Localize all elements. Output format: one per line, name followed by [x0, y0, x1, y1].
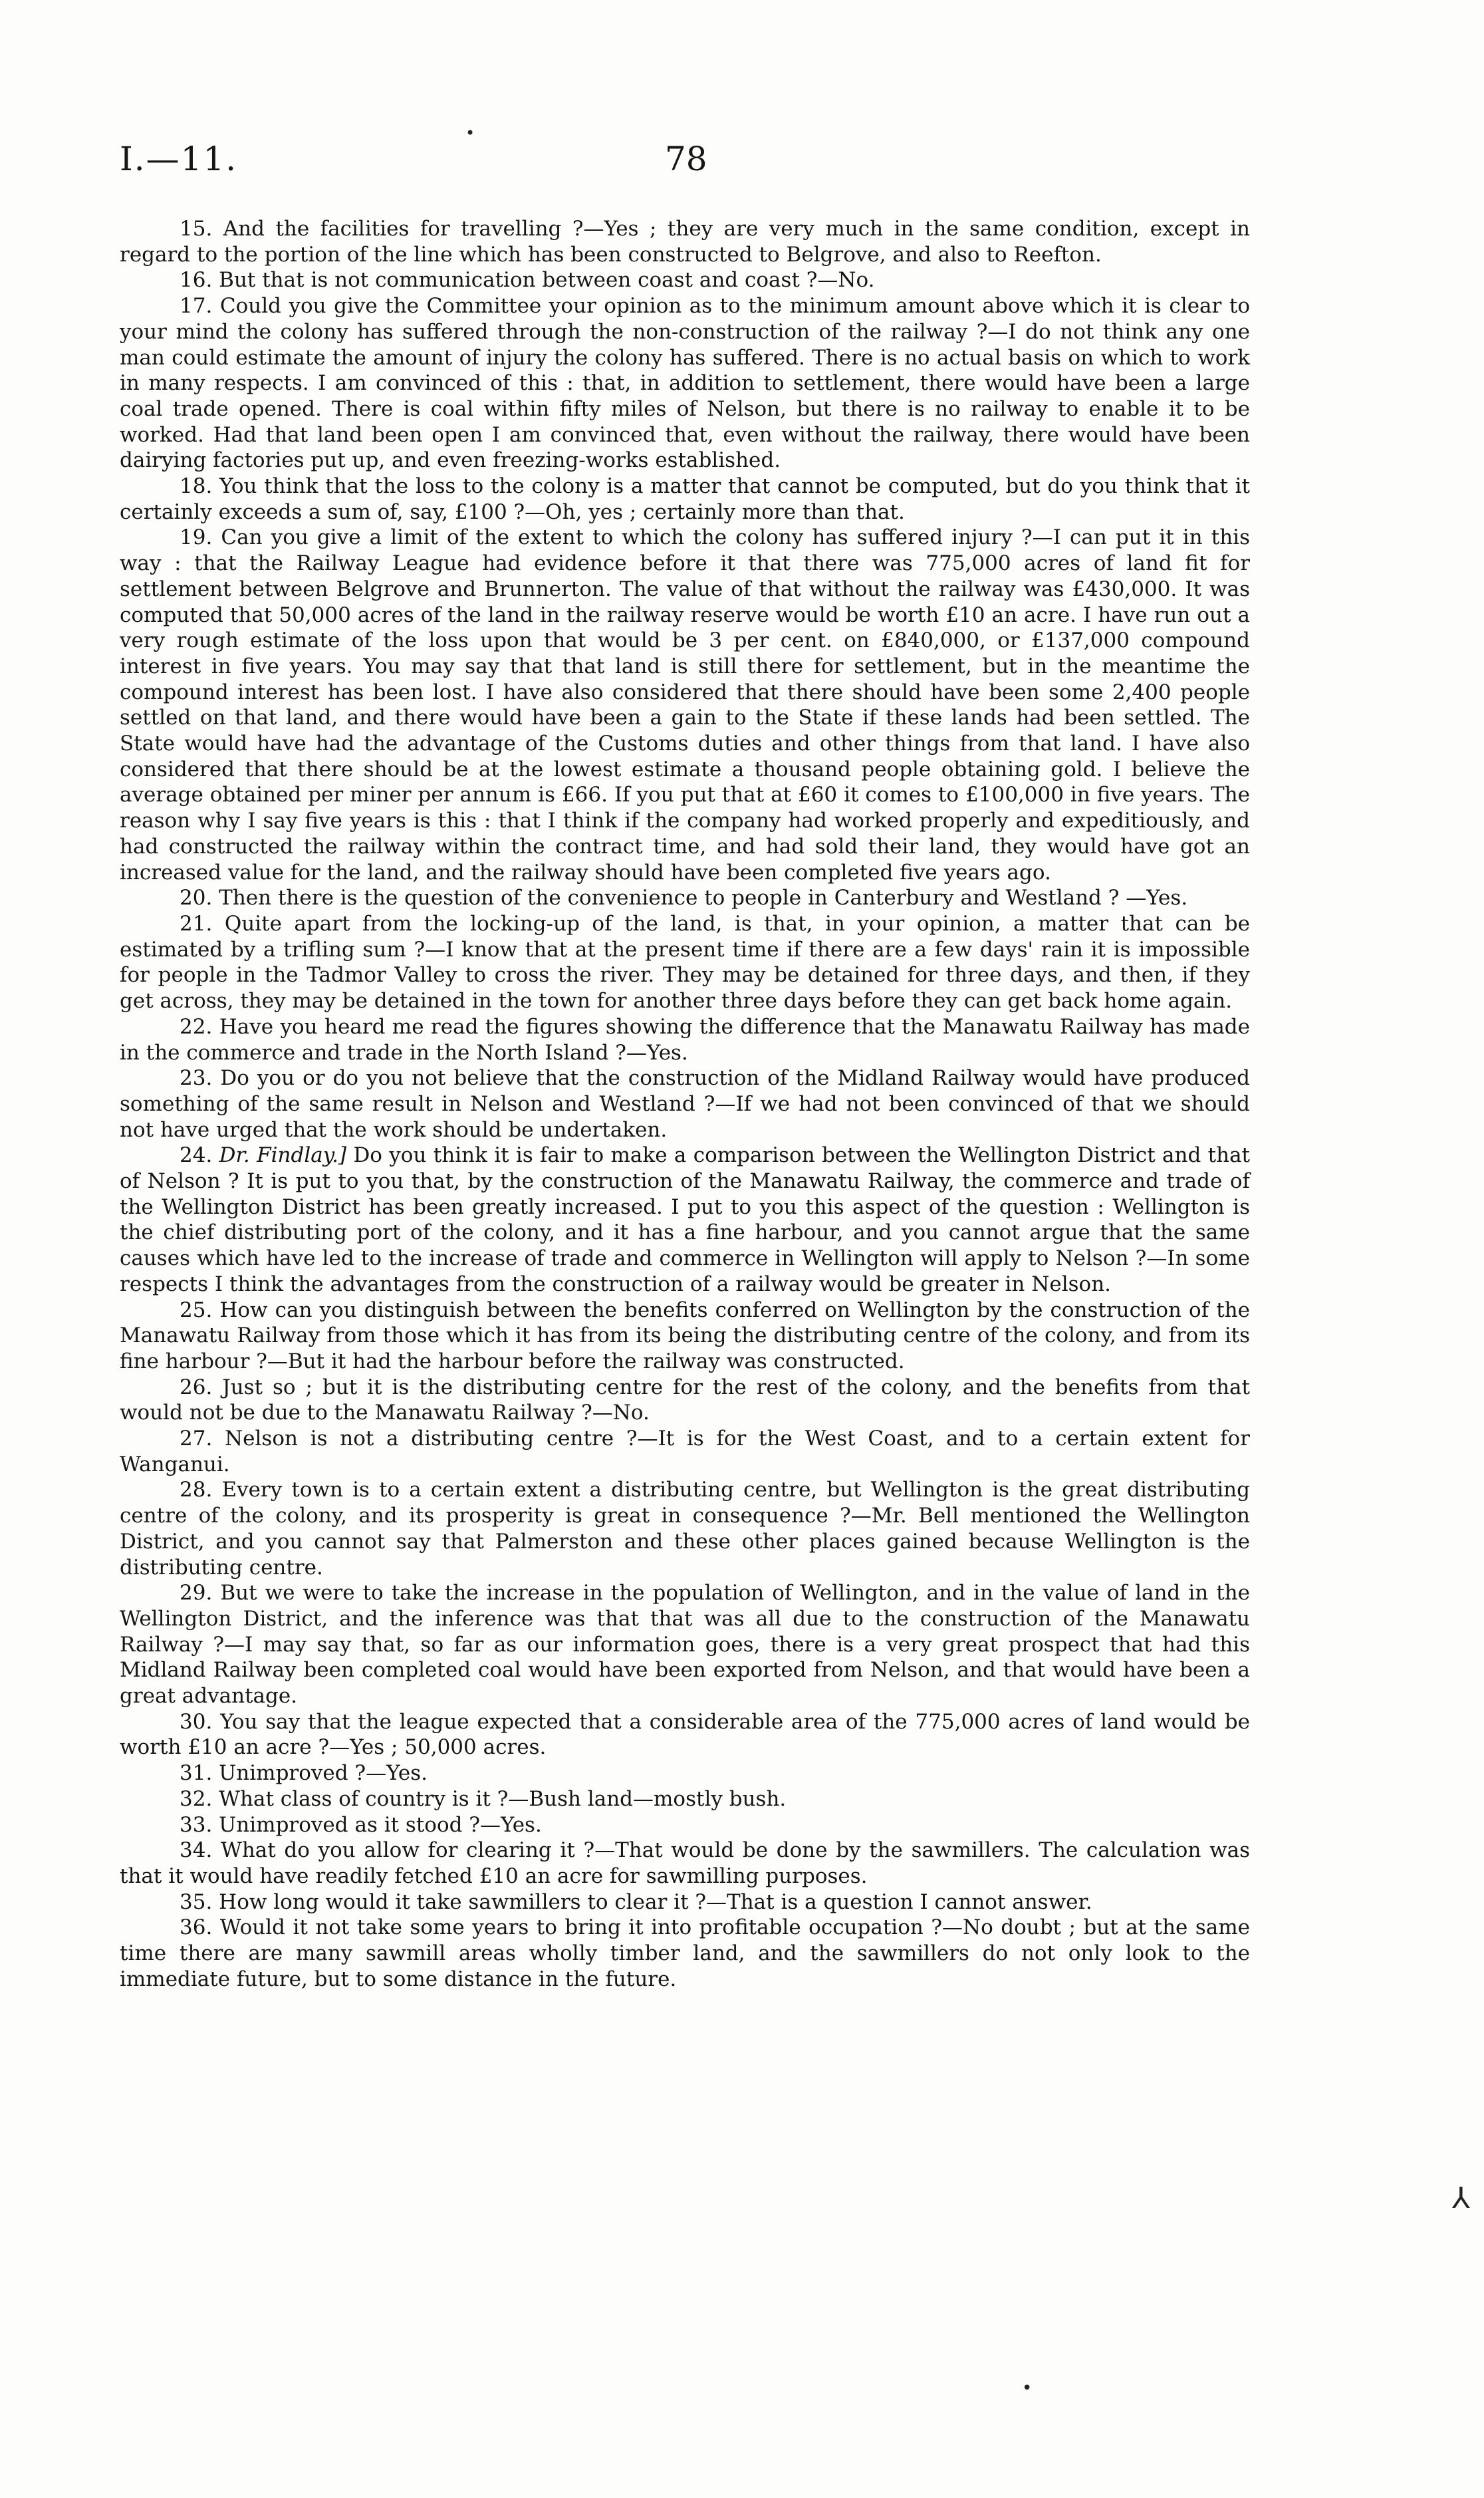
paragraph-number: 32. [180, 1786, 213, 1811]
paragraph-27 [120, 1426, 1250, 1477]
paragraph-text: But that is not communication between coast and coast ?—No. [219, 268, 875, 293]
paragraph-15 [120, 216, 1250, 267]
paragraph-number: 34. [180, 1838, 213, 1863]
paragraph-number: 17. [180, 294, 213, 319]
paragraph-17 [120, 293, 1250, 474]
paragraph-text: Do you think it is fair to make a comparison between the Wellington District and that of Nelson ? It is put to you that, by the construction of the Manawatu Railway, the commerce and trade of the Wellington District has been greatly increased. I put to you this aspect of the question : Wellington is the chief distributing port of the colony, and it has a fine harbour, and you cannot argue that the same causes which have led to the increase of trade and commerce in Wellington will apply to Nelson ?—In some respects I think the advantages from the construction of a railway would be greater in Nelson. [120, 1143, 1251, 1296]
paragraph-number: 20. [180, 886, 213, 910]
body-text [120, 216, 1250, 1993]
paragraph-number: 30. [180, 1709, 213, 1734]
paragraph-19 [120, 525, 1250, 885]
paragraph-text: And the facilities for travelling ?—Yes ; they are very much in the same condition, except in regard to the portion of the line which has been constructed to Belgrove, and also to Reefton. [120, 217, 1250, 267]
paragraph-number: 15. [180, 217, 213, 241]
paragraph-text: Then there is the question of the convenience to people in Canterbury and Westland ? —Yes. [219, 886, 1188, 910]
page-header [120, 140, 1250, 193]
paragraph-text: What class of country is it ?—Bush land—mostly bush. [219, 1786, 787, 1811]
paragraph-number: 19. [180, 525, 213, 550]
paragraph-number: 28. [180, 1478, 213, 1502]
paragraph-text: Nelson is not a distributing centre ?—It is for the West Coast, and to a certain extent for Wanganui. [120, 1427, 1251, 1476]
paragraph-20 [120, 885, 1250, 911]
paragraph-23 [120, 1065, 1250, 1143]
paragraph-text: Can you give a limit of the extent to which the colony has suffered injury ?—I can put it in this way : that the Railway League had evidence before it that there was 775,000 acres of land fit for settlement between Belgrove and Brunnerton. The value of that without the railway was £430,000. It was computed that 50,000 acres of the land in the railway reserve would be worth £10 an acre. I have run out a very rough estimate of the loss upon that would be 3 per cent. on £840,000, or £137,000 compound interest in five years. You may say that that land is still there for settlement, but in the meantime the compound interest has been lost. I have also considered that there should have been some 2,400 people settled on that land, and there would have been a gain to the State if these lands had been settled. The State would have had the advantage of the Customs duties and other things from that land. I have also considered that there should be at the lowest estimate a thousand people obtaining gold. I believe the average obtained per miner per annum is £66. If you put that at £60 it comes to £100,000 in five years. The reason why I say five years is this : that I think if the company had worked properly and expeditiously, and had constructed the railway within the contract time, and had sold their land, they would have got an increased value for the land, and the railway should have been completed five years ago. [120, 525, 1250, 885]
paragraph-number: 16. [180, 268, 213, 293]
paragraph-number: 21. [180, 911, 213, 936]
document-reference: I.—11. [120, 140, 238, 178]
page-number: 78 [665, 140, 707, 178]
paragraph-24 [120, 1143, 1250, 1297]
paragraph-text: But we were to take the increase in the population of Wellington, and in the value of land in the Wellington District, and the inference was that that was all due to the construction of the Manawatu Railway ?—I may say that, so far as our information goes, there is a very great prospect that had this Midland Railway been completed coal would have been exported from Nelson, and that would have been a great advantage. [120, 1581, 1250, 1709]
paragraph-text: Unimproved ?—Yes. [219, 1761, 428, 1786]
paragraph-text: Every town is to a certain extent a distributing centre, but Wellington is the great distributing centre of the colony, and its prosperity is great in consequence ?—Mr. Bell mentioned the Wellington District, and you cannot say that Palmerston and these other places gained because Wellington is the distributing centre. [120, 1478, 1250, 1580]
ink-speck-mark: • [465, 124, 475, 142]
paragraph-text: Could you give the Committee your opinion as to the minimum amount above which it is clear to your mind the colony has suffered through the non-construction of the railway ?—I do not think any one man could estimate the amount of injury the colony has suffered. There is no actual basis on which to work in many respects. I am convinced of this : that, in addition to settlement, there would have been a large coal trade opened. There is coal within fifty miles of Nelson, but there is no railway to enable it to be worked. Had that land been open I am convinced that, even without the railway, there would have been dairying factories put up, and even freezing-works established. [120, 294, 1250, 473]
paragraph-35 [120, 1889, 1250, 1915]
paragraph-number: 29. [180, 1581, 213, 1605]
paragraph-21 [120, 911, 1250, 1014]
paragraph-number: 26. [180, 1375, 213, 1399]
paragraph-text: Quite apart from the locking-up of the land, is that, in your opinion, a matter that can be estimated by a trifling sum ?—I know that at the present time if there are a few days' rain it is impossible for people in the Tadmor Valley to cross the river. They may be detained for three days, and then, if they get across, they may be detained in the town for another three days before they can get back home again. [120, 911, 1250, 1014]
speaker-name: Dr. Findlay.] [219, 1143, 347, 1168]
paragraph-36 [120, 1915, 1250, 1992]
paragraph-29 [120, 1580, 1250, 1709]
paragraph-number: 23. [180, 1066, 213, 1091]
paragraph-number: 24. [180, 1143, 213, 1168]
paragraph-33 [120, 1812, 1250, 1838]
ink-speck-mark: • [1022, 2378, 1033, 2398]
paragraph-number: 31. [180, 1761, 213, 1786]
paragraph-text: You say that the league expected that a considerable area of the 775,000 acres of land would be worth £10 an acre ?—Yes ; 50,000 acres. [120, 1709, 1250, 1760]
paragraph-25 [120, 1298, 1250, 1375]
paragraph-number: 18. [180, 474, 213, 499]
paragraph-number: 35. [180, 1889, 213, 1914]
paragraph-16 [120, 267, 1250, 293]
paragraph-26 [120, 1375, 1250, 1426]
paragraph-text: Unimproved as it stood ?—Yes. [219, 1812, 542, 1837]
paragraph-28 [120, 1477, 1250, 1580]
paragraph-32 [120, 1786, 1250, 1812]
paragraph-text: Just so ; but it is the distributing centre for the rest of the colony, and the benefits from that would not be due to the Manawatu Railway ?—No. [120, 1375, 1250, 1425]
paragraph-text: Do you or do you not believe that the construction of the Midland Railway would have produced something of the same result in Nelson and Westland ?—If we had not been convinced of that we should not have urged that the work should be undertaken. [120, 1066, 1250, 1142]
paragraph-number: 25. [180, 1298, 213, 1322]
paragraph-number: 27. [180, 1427, 213, 1451]
paragraph-30 [120, 1709, 1250, 1760]
paragraph-34 [120, 1838, 1250, 1889]
paragraph-text: How long would it take sawmillers to clear it ?—That is a question I cannot answer. [219, 1889, 1092, 1914]
paragraph-text: Would it not take some years to bring it into profitable occupation ?—No doubt ; but at the same time there are many sawmill areas wholly timber land, and the sawmillers do not only look to the immediate future, but to some distance in the future. [120, 1915, 1250, 1991]
margin-scribble-mark: ⅄ [1452, 2181, 1470, 2215]
paragraph-text: How can you distinguish between the benefits conferred on Wellington by the construction of the Manawatu Railway from those which it has from its being the distributing centre of the colony, and from its fine harbour ?—But it had the harbour before the railway was constructed. [120, 1298, 1250, 1373]
paragraph-31 [120, 1760, 1250, 1786]
paragraph-18 [120, 474, 1250, 525]
paragraph-text: You think that the loss to the colony is a matter that cannot be computed, but do you think that it certainly exceeds a sum of, say, £100 ?—Oh, yes ; certainly more than that. [120, 474, 1251, 524]
paragraph-number: 22. [180, 1014, 213, 1039]
paragraph-22 [120, 1014, 1250, 1065]
paragraph-number: 33. [180, 1812, 213, 1837]
paragraph-number: 36. [180, 1915, 213, 1940]
paragraph-text: What do you allow for clearing it ?—That would be done by the sawmillers. The calculation was that it would have readily fetched £10 an acre for sawmilling purposes. [120, 1838, 1250, 1888]
paragraph-text: Have you heard me read the figures showing the difference that the Manawatu Railway has made in the commerce and trade in the North Island ?—Yes. [120, 1014, 1251, 1065]
